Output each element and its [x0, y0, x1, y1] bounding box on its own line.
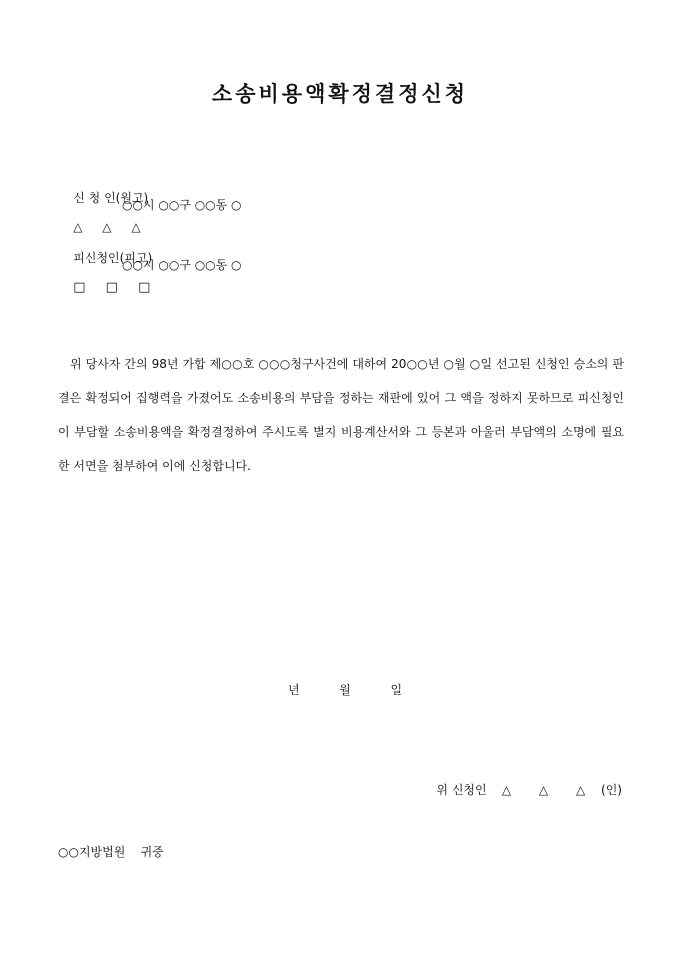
applicant-name: △ △ △ [73, 220, 149, 234]
applicant-label: 신 청 인(원고) [73, 191, 149, 205]
date-year: 년 [288, 683, 300, 697]
respondent-label: 피신청인(피고) [73, 251, 153, 265]
court-name: ○○지방법원 [58, 845, 126, 859]
application-body: 위 당사자 간의 98년 가합 제○○호 ○○○청구사건에 대하여 20○○년 ○월 ○일 선고된 신청인 승소의 판결은 확정되어 집행력을 가졌어도 소송비용의 부담을 정하는 재판에 있어 그 액을 정하지 못하므로 피신청인이 부담할 소송비용액을 확정결정하여 주시도록 별지 비용계산서와 그 등본과 아울러 부담액의 소명에 필요한 서면을 첨부하여 이에 신청합니다. [58, 357, 624, 473]
signature-name: △ △ △ [501, 783, 598, 797]
respondent-name: □ □ □ [73, 280, 159, 295]
signature-line [436, 781, 622, 798]
seal-mark: (인) [601, 783, 622, 797]
date-day: 일 [390, 683, 403, 697]
date-month: 월 [339, 683, 351, 697]
signature-label: 위 신청인 [436, 783, 487, 797]
document-title: 소송비용액확정결정신청 [211, 81, 469, 106]
date-line [288, 681, 402, 698]
court-suffix: 귀중 [140, 845, 164, 859]
respondent-address: ○○시 ○○구 ○○동 ○ [122, 258, 242, 272]
applicant-address: ○○시 ○○구 ○○동 ○ [122, 198, 242, 212]
court-addressee [58, 843, 164, 860]
